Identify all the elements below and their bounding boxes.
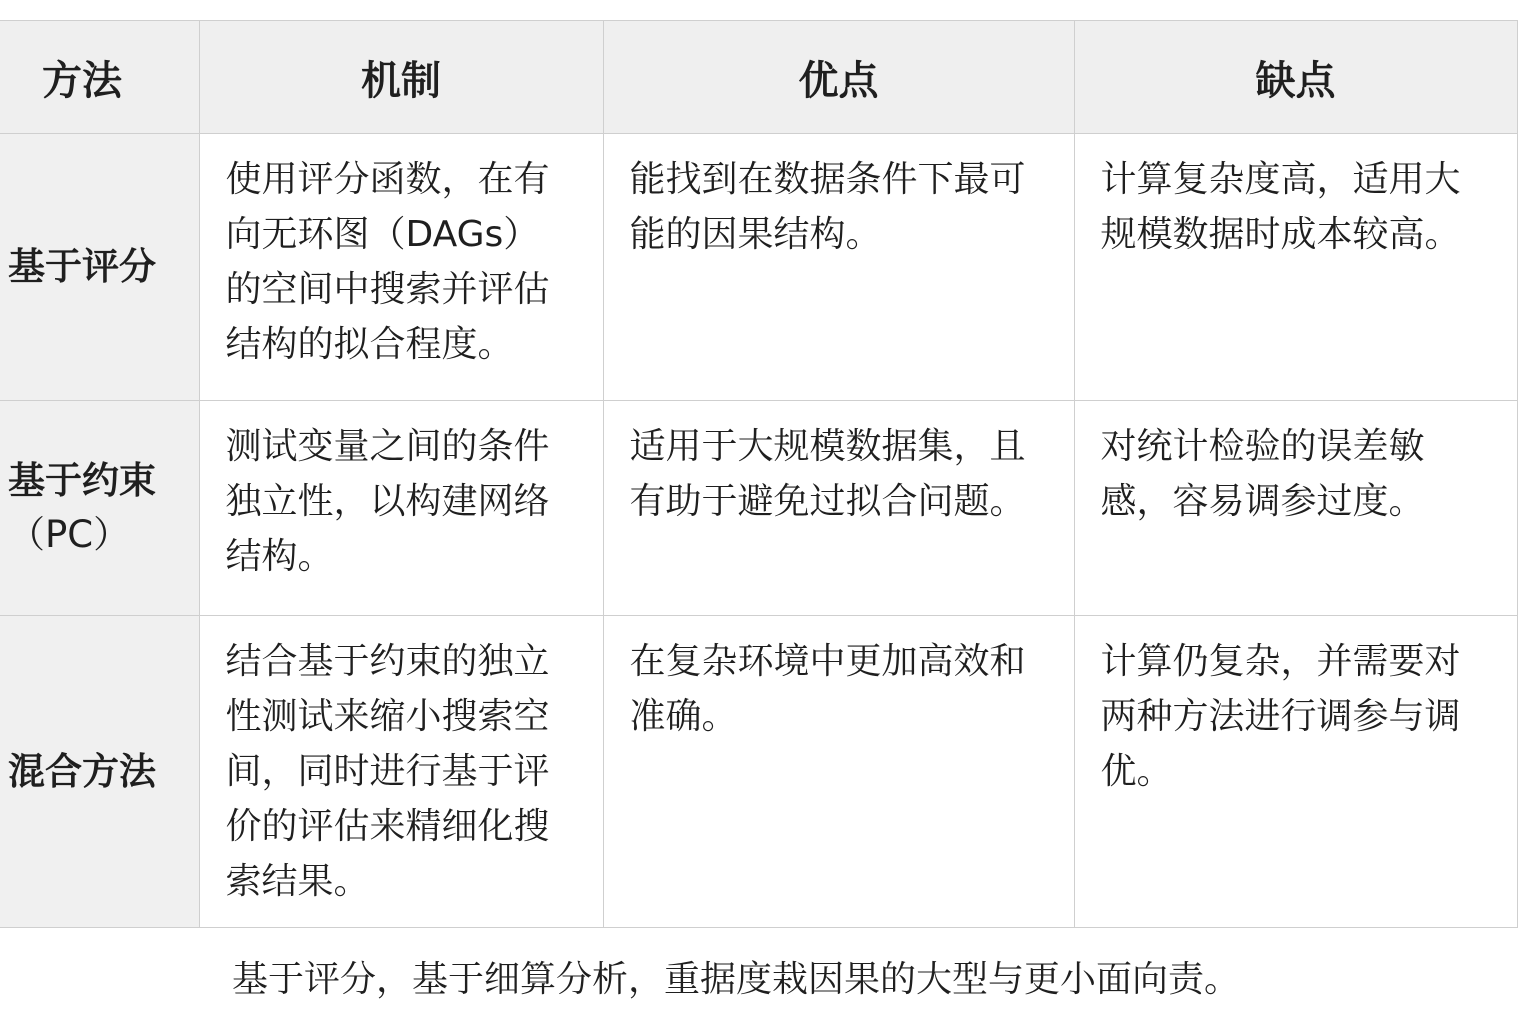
mechanism-cell: 使用评分函数，在有向无环图（DAGs）的空间中搜索并评估结构的拟合程度。: [199, 134, 603, 401]
header-cons: 缺点: [1074, 21, 1517, 134]
header-mechanism: 机制: [199, 21, 603, 134]
mechanism-cell: 测试变量之间的条件独立性，以构建网络结构。: [199, 401, 603, 616]
method-cell: [0, 134, 199, 401]
comparison-table-container: [0, 20, 1517, 928]
pros-cell: 适用于大规模数据集，且有助于避免过拟合问题。: [603, 401, 1074, 616]
table-row: [0, 616, 1517, 928]
method-cell: [0, 401, 199, 616]
method-name: 基于约束: [8, 459, 156, 502]
mechanism-cell: 结合基于约束的独立性测试来缩小搜索空间，同时进行基于评价的评估来精细化搜索结果。: [199, 616, 603, 928]
method-cell: [0, 616, 199, 928]
table-header-row: [0, 21, 1517, 134]
header-method: 方法: [0, 21, 199, 134]
pros-cell: 能找到在数据条件下最可能的因果结构。: [603, 134, 1074, 401]
method-name: 混合方法: [8, 749, 156, 793]
cons-cell: 计算复杂度高，适用大规模数据时成本较高。: [1074, 134, 1517, 401]
methods-comparison-table: [0, 20, 1518, 928]
header-pros: 优点: [603, 21, 1074, 134]
method-subtitle: （PC）: [8, 513, 131, 556]
table-caption: 基于评分，基于细算分析，重据度栽因果的大型与更小面向责。: [232, 959, 1241, 1000]
pros-cell: 在复杂环境中更加高效和准确。: [603, 616, 1074, 928]
table-row: [0, 401, 1517, 616]
table-row: [0, 134, 1517, 401]
method-name: 基于评分: [8, 245, 156, 288]
cons-cell: 计算仍复杂，并需要对两种方法进行调参与调优。: [1074, 616, 1517, 928]
cons-cell: 对统计检验的误差敏感，容易调参过度。: [1074, 401, 1517, 616]
